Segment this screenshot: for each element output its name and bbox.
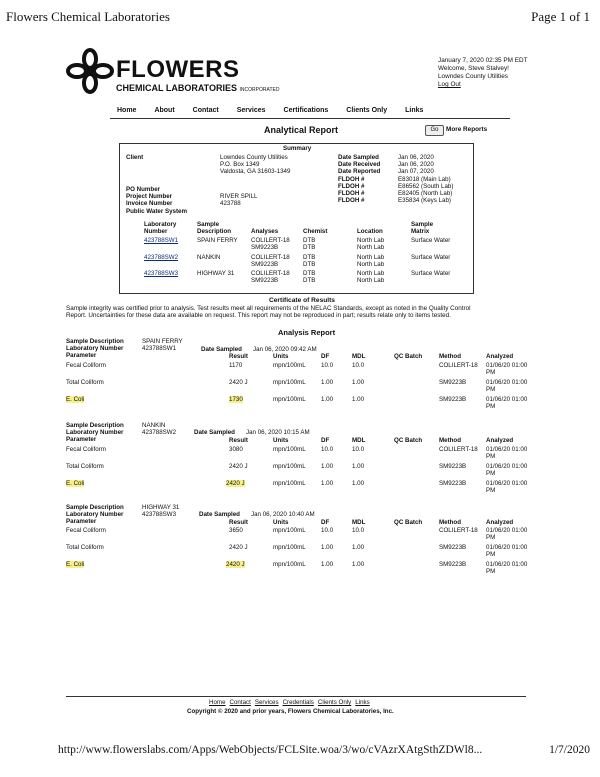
mdl-header: MDL: [352, 519, 366, 526]
sample-desc-value: NANKIN: [142, 422, 166, 429]
col-lab-line: Laboratory: [144, 221, 177, 228]
col-matrix-line: Matrix: [411, 228, 430, 236]
method-value: SM9223B: [439, 379, 467, 386]
df-header: DF: [321, 437, 330, 444]
lab-number-label: Laboratory Number: [66, 345, 124, 352]
units-value: mpn/100mL: [273, 544, 306, 551]
analyzed-value: 01/06/20 01:00: [486, 561, 528, 568]
result-value: 2420 J: [229, 463, 248, 470]
method-value: COLILERT-18: [439, 527, 478, 534]
project-value: RIVER SPILL: [220, 193, 258, 200]
method-value: SM9223B: [439, 561, 467, 568]
footer-link-contact[interactable]: Contact: [229, 699, 251, 706]
date-value: Jan 06, 2020: [398, 154, 434, 161]
fldoh-value: E82405 (North Lab): [398, 190, 453, 198]
method-header: Method: [439, 353, 461, 360]
client-line: Valdosta, GA 31603-1349: [220, 168, 291, 176]
client-label: Client: [126, 154, 144, 161]
sample-location: North Lab: [357, 237, 385, 244]
mdl-value: 1.00: [352, 396, 365, 403]
footer-link-credentials[interactable]: Credentials: [282, 699, 314, 706]
col-desc-line: Description: [197, 228, 232, 236]
df-value: 1.00: [321, 463, 334, 470]
units-value: mpn/100mL: [273, 561, 306, 568]
sample-desc-label: Sample Description: [66, 422, 124, 429]
result-value: 1170: [229, 362, 243, 369]
nav-clients-only[interactable]: Clients Only: [346, 107, 388, 114]
analysis-block: [66, 338, 536, 410]
param-name: Total Coliform: [66, 544, 104, 551]
project-label: Project Number: [126, 193, 173, 201]
sample-matrix: Surface Water: [411, 270, 451, 277]
analyzed-value: 01/06/20 01:00: [486, 463, 528, 470]
certificate-text: [66, 305, 470, 319]
logo-tagline: CHEMICAL LABORATORIES INCORPORATED: [116, 83, 280, 93]
footer-links: [209, 699, 370, 706]
sample-location: North Lab: [357, 254, 385, 261]
fldoh-label: FLDOH #: [338, 175, 365, 183]
qc-batch-header: QC Batch: [394, 437, 423, 444]
sample-lab-link[interactable]: 423788SW2: [144, 254, 179, 261]
client-address: [220, 154, 290, 176]
units-value: mpn/100mL: [273, 396, 306, 403]
col-sample-desc: [197, 221, 231, 235]
mdl-value: 10.0: [352, 446, 365, 453]
date-label: Date Sampled: [338, 154, 379, 161]
lab-number-label: Laboratory Number: [66, 511, 124, 518]
footer-divider: [66, 696, 526, 697]
analyzed-pm: PM: [486, 487, 496, 494]
analysis-block: [66, 504, 536, 576]
df-value: 1.00: [321, 396, 334, 403]
units-value: mpn/100mL: [273, 446, 306, 453]
result-header: Result: [229, 353, 248, 360]
qc-batch-header: QC Batch: [394, 353, 423, 360]
sample-chemist: DTB: [303, 261, 316, 268]
lab-number-label: Laboratory Number: [66, 429, 124, 436]
po-label: PO Number: [126, 186, 161, 193]
client-line: Lowndes County Utilities: [220, 154, 288, 161]
mdl-value: 1.00: [352, 480, 365, 487]
analyzed-pm: PM: [486, 403, 496, 410]
mdl-header: MDL: [352, 353, 366, 360]
analyzed-value: 01/06/20 01:00: [486, 527, 528, 534]
sample-chemist: DTB: [303, 237, 316, 244]
footer-link-services[interactable]: Services: [254, 699, 279, 706]
result-value: 2420 J: [229, 379, 248, 386]
nav-home[interactable]: Home: [117, 107, 137, 114]
qc-batch-header: QC Batch: [394, 519, 423, 526]
fldoh-label: FLDOH #: [338, 182, 365, 190]
result-header: Result: [229, 519, 248, 526]
result-header: Result: [229, 437, 248, 444]
col-matrix: [411, 221, 433, 235]
analyzed-header: Analyzed: [486, 519, 514, 526]
param-name: Total Coliform: [66, 463, 104, 470]
method-header: Method: [439, 437, 461, 444]
welcome-text: Welcome, Steve Stalvey!: [438, 65, 509, 72]
invoice-value: 423788: [220, 200, 241, 208]
analyzed-value: 01/06/20 01:00: [486, 446, 528, 453]
col-analyses: Analyses: [251, 228, 279, 235]
lab-number-value: 423788SW1: [142, 345, 177, 352]
sample-desc: HIGHWAY 31: [197, 270, 235, 277]
units-value: mpn/100mL: [273, 463, 306, 470]
date-value: Jan 07, 2020: [398, 168, 434, 176]
df-value: 1.00: [321, 561, 334, 568]
sample-desc-label: Sample Description: [66, 504, 124, 511]
sample-matrix: Surface Water: [411, 254, 451, 261]
analyzed-pm: PM: [486, 534, 496, 541]
df-value: 1.00: [321, 379, 334, 386]
copyright: Copyright © 2020 and prior years, Flowers Chemical Laboratories, Inc.: [187, 708, 394, 715]
parameter-header: Parameter: [66, 436, 97, 443]
summary-date-labels: [338, 154, 380, 204]
units-value: mpn/100mL: [273, 379, 306, 386]
date-sampled-value: Jan 06, 2020 09:42 AM: [253, 346, 317, 353]
col-lab-line: Number: [144, 228, 168, 236]
footer-link-links[interactable]: Links: [355, 699, 370, 706]
df-value: 1.00: [321, 480, 334, 487]
analyzed-value: 01/06/20 01:00: [486, 544, 528, 551]
sample-analysis: SM9223B: [251, 261, 279, 268]
sample-desc: SPAIN FERRY: [197, 237, 238, 244]
param-name: Fecal Coliform: [66, 362, 106, 369]
param-name-highlighted: E. Coli: [66, 480, 85, 487]
method-value: SM9223B: [439, 463, 467, 470]
footer-link-clients-only[interactable]: Clients Only: [317, 699, 352, 706]
invoice-label: Invoice Number: [126, 200, 173, 208]
flowers-logo[interactable]: [66, 48, 114, 99]
logo-wordmark: FLOWERS: [116, 56, 240, 83]
df-header: DF: [321, 353, 330, 360]
param-name: Fecal Coliform: [66, 446, 106, 453]
df-header: DF: [321, 519, 330, 526]
certificate-line: Sample integrity was certified prior to analysis. Test results meet all requirements of the NELAC Standards, except as noted in the Quality Control: [66, 305, 471, 312]
go-button[interactable]: Go: [425, 125, 444, 136]
date-label: Date Received: [338, 161, 381, 169]
date-label: Date Reported: [338, 168, 381, 176]
units-header: Units: [273, 353, 289, 360]
analyzed-value: 01/06/20 01:00: [486, 396, 528, 403]
analyzed-value: 01/06/20 01:00: [486, 480, 528, 487]
sample-desc-value: HIGHWAY 31: [142, 504, 180, 511]
sample-location: North Lab: [357, 277, 385, 284]
nav-links[interactable]: Links: [405, 107, 424, 114]
result-value-highlighted: 2420 J: [226, 561, 245, 568]
fldoh-value: E86562 (South Lab): [398, 182, 454, 190]
param-name-highlighted: E. Coli: [66, 396, 85, 403]
mdl-value: 1.00: [352, 463, 365, 470]
session-org: Lowndes County Utilities: [438, 73, 508, 80]
sample-lab-link[interactable]: 423788SW3: [144, 270, 179, 277]
date-sampled-label: Date Sampled: [194, 429, 235, 436]
result-value: 3650: [229, 527, 243, 534]
col-matrix-line: Sample: [411, 221, 434, 228]
sample-chemist: DTB: [303, 270, 316, 277]
parameter-header: Parameter: [66, 352, 97, 359]
certificate-title: Certificate of Results: [269, 297, 335, 304]
nav-services[interactable]: Services: [236, 107, 266, 114]
lab-number-value: 423788SW2: [142, 429, 177, 436]
date-sampled-value: Jan 06, 2020 10:40 AM: [251, 511, 315, 518]
col-location: Location: [357, 228, 383, 235]
param-name: Total Coliform: [66, 379, 104, 386]
sample-chemist: DTB: [303, 277, 316, 284]
result-value: 3080: [229, 446, 243, 453]
sample-matrix: Surface Water: [411, 237, 451, 244]
analyzed-pm: PM: [486, 568, 496, 575]
nav-divider: [110, 118, 510, 119]
date-value: Jan 06, 2020: [398, 161, 434, 169]
flower-logo-icon: [66, 48, 114, 94]
fldoh-value: E35834 (Keys Lab): [398, 197, 451, 205]
summary-heading: Summary: [283, 145, 312, 152]
main-nav: [117, 107, 423, 114]
param-name-highlighted: E. Coli: [66, 561, 85, 568]
result-value: 2420 J: [229, 544, 248, 551]
method-value: COLILERT-18: [439, 446, 478, 453]
df-value: 10.0: [321, 527, 334, 534]
nav-contact[interactable]: Contact: [192, 107, 219, 114]
sample-location: North Lab: [357, 261, 385, 268]
method-value: SM9223B: [439, 480, 467, 487]
units-value: mpn/100mL: [273, 480, 306, 487]
analysis-report-title: Analysis Report: [278, 328, 336, 337]
nav-about[interactable]: About: [154, 107, 175, 114]
analysis-block: [66, 422, 536, 494]
param-name: Fecal Coliform: [66, 527, 106, 534]
pws-label: Public Water System: [126, 207, 187, 215]
client-line: P.O. Box 1349: [220, 161, 260, 169]
analyzed-header: Analyzed: [486, 353, 514, 360]
sample-location: North Lab: [357, 244, 385, 251]
df-value: 10.0: [321, 446, 334, 453]
sample-analysis: COLILERT-18: [251, 237, 290, 244]
date-sampled-value: Jan 06, 2020 10:15 AM: [246, 429, 310, 436]
date-sampled-label: Date Sampled: [201, 346, 242, 353]
df-value: 10.0: [321, 362, 334, 369]
session-info: [438, 57, 528, 89]
result-value-highlighted: 2420 J: [226, 480, 245, 487]
method-value: SM9223B: [439, 396, 467, 403]
summary-left-labels: [126, 186, 187, 215]
sample-desc-label: Sample Description: [66, 338, 124, 345]
analyzed-pm: PM: [486, 369, 496, 376]
col-desc-line: Sample: [197, 221, 220, 228]
date-sampled-label: Date Sampled: [199, 511, 240, 518]
mdl-value: 1.00: [352, 561, 365, 568]
analyzed-pm: PM: [486, 470, 496, 477]
method-value: SM9223B: [439, 544, 467, 551]
more-reports-link[interactable]: More Reports: [446, 126, 488, 133]
col-chemist: Chemist: [303, 228, 328, 235]
fldoh-label: FLDOH #: [338, 197, 365, 205]
print-date: 1/7/2020: [549, 744, 590, 756]
units-header: Units: [273, 519, 289, 526]
units-value: mpn/100mL: [273, 527, 306, 534]
analyzed-value: 01/06/20 01:00: [486, 379, 528, 386]
method-value: COLILERT-18: [439, 362, 478, 369]
summary-left-values: [220, 193, 258, 207]
mdl-value: 1.00: [352, 379, 365, 386]
sample-analysis: SM9223B: [251, 244, 279, 251]
analyzed-pm: PM: [486, 386, 496, 393]
sample-location: North Lab: [357, 270, 385, 277]
sample-desc: NANKIN: [197, 254, 221, 261]
col-lab-number: [144, 221, 176, 235]
summary-date-values: [398, 154, 453, 204]
report-title: Analytical Report: [264, 125, 339, 135]
sample-analysis: COLILERT-18: [251, 270, 290, 277]
session-datetime: January 7, 2020 02:35 PM EDT: [438, 57, 528, 64]
footer-link-home[interactable]: Home: [209, 699, 226, 706]
sample-analysis: COLILERT-18: [251, 254, 290, 261]
print-url: http://www.flowerslabs.com/Apps/WebObjects/FCLSite.woa/3/wo/cVAzrXAtgSthZDWl8...: [58, 744, 483, 756]
sample-desc-value: SPAIN FERRY: [142, 338, 183, 345]
result-value-highlighted: 1730: [229, 396, 243, 403]
analyzed-header: Analyzed: [486, 437, 514, 444]
nav-certifications[interactable]: Certifications: [283, 107, 329, 114]
analyzed-value: 01/06/20 01:00: [486, 362, 528, 369]
print-site-title: Flowers Chemical Laboratories: [6, 9, 170, 24]
sample-chemist: DTB: [303, 244, 316, 251]
analyzed-pm: PM: [486, 453, 496, 460]
certificate-line: Report. Uncertainties for these data are available on request. This report may not be reproduced in part; results relate only to items tested.: [66, 312, 451, 320]
method-header: Method: [439, 519, 461, 526]
units-header: Units: [273, 437, 289, 444]
units-value: mpn/100mL: [273, 362, 306, 369]
sample-chemist: DTB: [303, 254, 316, 261]
analyzed-pm: PM: [486, 551, 496, 558]
fldoh-value: E83018 (Main Lab): [398, 175, 451, 183]
logout-link[interactable]: Log Out: [438, 81, 461, 88]
mdl-value: 10.0: [352, 527, 365, 534]
mdl-value: 10.0: [352, 362, 365, 369]
sample-lab-link[interactable]: 423788SW1: [144, 237, 179, 244]
print-page-number: Page 1 of 1: [531, 9, 590, 24]
parameter-header: Parameter: [66, 518, 97, 525]
mdl-value: 1.00: [352, 544, 365, 551]
sample-analysis: SM9223B: [251, 277, 279, 284]
mdl-header: MDL: [352, 437, 366, 444]
fldoh-label: FLDOH #: [338, 190, 365, 198]
df-value: 1.00: [321, 544, 334, 551]
lab-number-value: 423788SW3: [142, 511, 177, 518]
